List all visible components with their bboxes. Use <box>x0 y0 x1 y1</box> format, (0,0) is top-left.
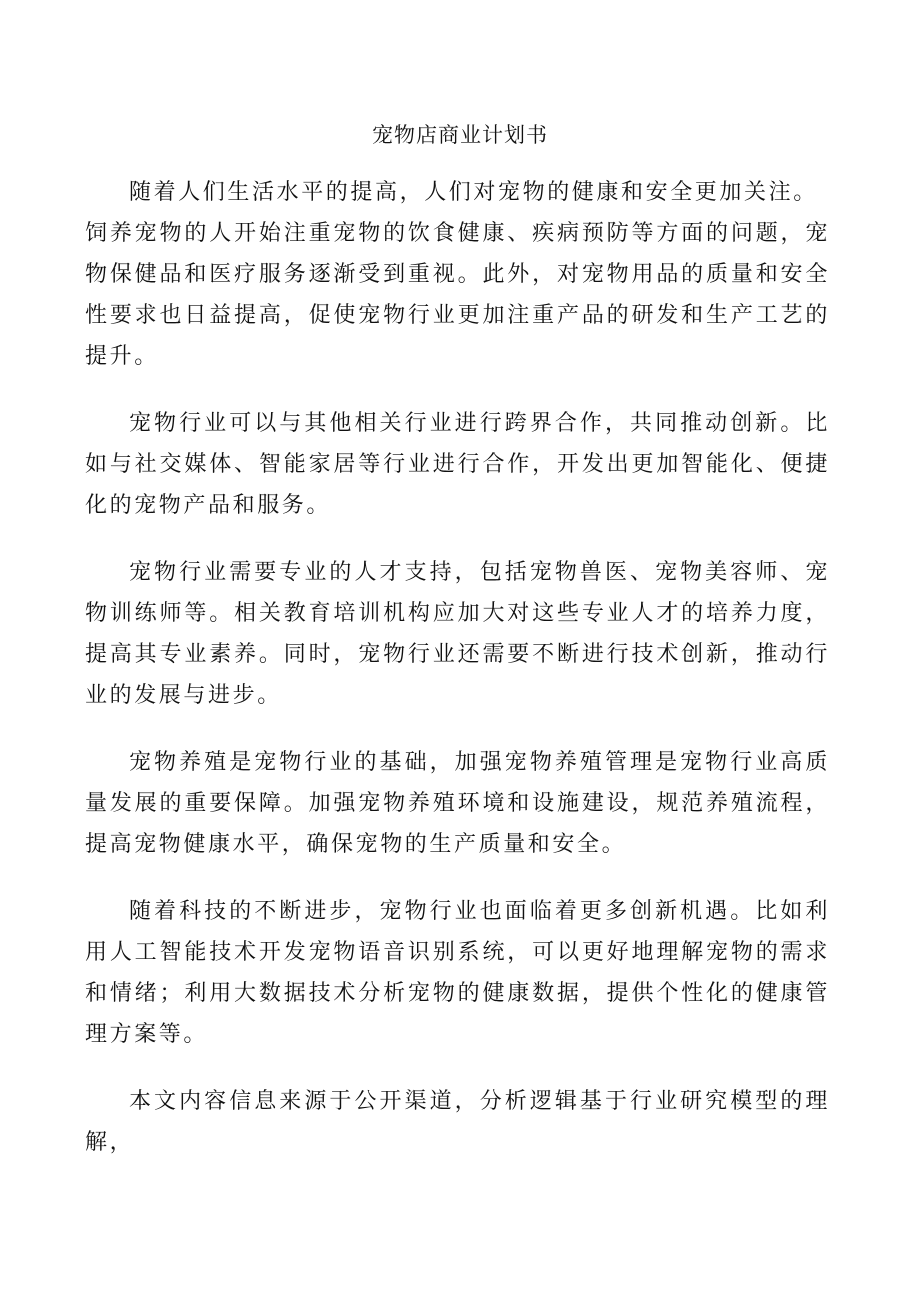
paragraph-7: 本文内容信息来源于公开渠道，分析逻辑基于行业研究模型的理解， <box>85 1089 830 1155</box>
paragraph-3: 宠物行业可以与其他相关行业进行跨界合作，共同推动创新。比如与社交媒体、智能家居等行业进行合作，开发出更加智能化、便捷化的宠物产品和服务。 <box>85 411 830 518</box>
paragraph-2: 饲养宠物的人开始注重宠物的饮食健康、疾病预防等方面的问题，宠物保健品和医疗服务逐渐受到重视。此外，对宠物用品的质量和安全性要求也日益提高，促使宠物行业更加注重产品的研发和生产工艺的提升。 <box>85 221 830 369</box>
paragraph-1: 随着人们生活水平的提高，人们对宠物的健康和安全更加关注。 <box>129 180 818 205</box>
paragraph-5: 宠物养殖是宠物行业的基础，加强宠物养殖管理是宠物行业高质量发展的重要保障。加强宠物养殖环境和设施建设，规范养殖流程，提高宠物健康水平，确保宠物的生产质量和安全。 <box>85 750 830 857</box>
paragraph-6: 随着科技的不断进步，宠物行业也面临着更多创新机遇。比如利用人工智能技术开发宠物语音识别系统，可以更好地理解宠物的需求和情绪；利用大数据技术分析宠物的健康数据，提供个性化的健康管理方案等。 <box>85 899 830 1047</box>
paragraph-4: 宠物行业需要专业的人才支持，包括宠物兽医、宠物美容师、宠物训练师等。相关教育培训机构应加大对这些专业人才的培养力度，提高其专业素养。同时，宠物行业还需要不断进行技术创新，推动行业的发展与进步。 <box>85 560 830 708</box>
document-title: 宠物店商业计划书 <box>372 123 548 147</box>
document-body <box>85 172 830 1189</box>
